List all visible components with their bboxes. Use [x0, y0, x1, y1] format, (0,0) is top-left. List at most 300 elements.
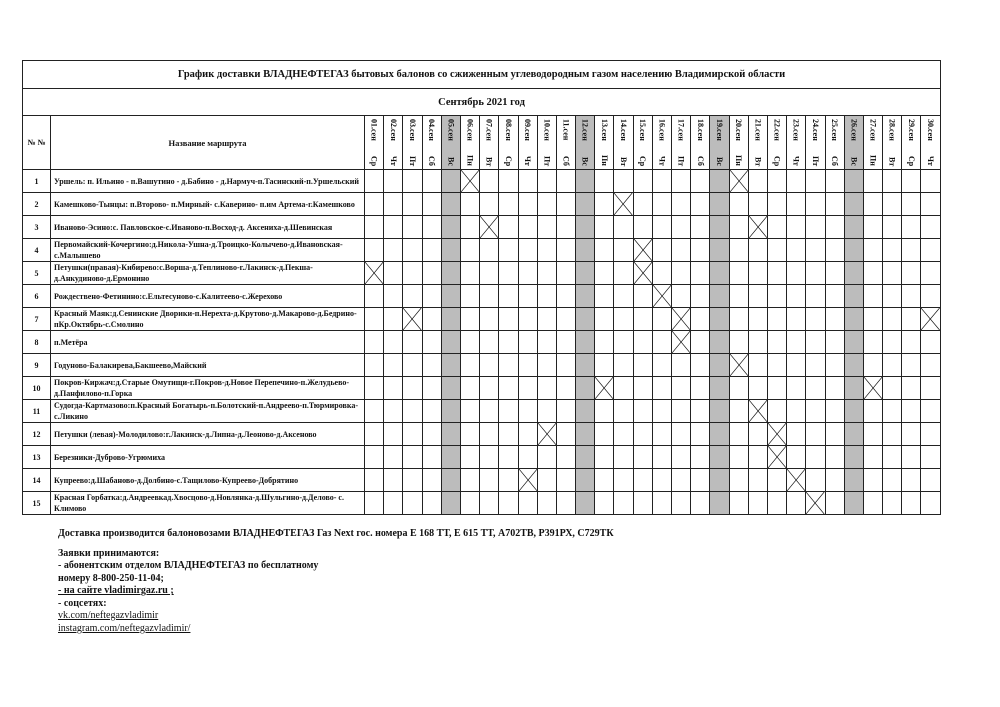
day-header	[576, 116, 595, 170]
schedule-cell	[806, 308, 825, 331]
schedule-cell	[902, 193, 921, 216]
header-number: № №	[23, 116, 51, 170]
schedule-cell	[441, 423, 460, 446]
schedule-cell	[595, 331, 614, 354]
delivery-cross-mark	[730, 170, 748, 192]
schedule-cell	[499, 400, 518, 423]
schedule-cell	[787, 492, 806, 515]
schedule-cell	[576, 423, 595, 446]
delivery-cross-mark	[614, 193, 632, 215]
route-row	[23, 446, 941, 469]
schedule-cell	[921, 216, 941, 239]
schedule-cell	[902, 308, 921, 331]
route-number: 6	[23, 285, 51, 308]
schedule-cell	[691, 400, 710, 423]
schedule-cell	[710, 193, 729, 216]
schedule-cell	[652, 377, 671, 400]
route-row	[23, 354, 941, 377]
schedule-cell	[614, 469, 633, 492]
schedule-cell	[633, 170, 652, 193]
day-header	[384, 116, 403, 170]
schedule-cell	[518, 170, 537, 193]
schedule-cell	[480, 285, 499, 308]
schedule-cell	[691, 262, 710, 285]
route-name: Петушки (левая)-Молодилово:г.Лакинск-д.Липна-д.Леоново-д.Аксеново	[51, 423, 365, 446]
schedule-cell	[441, 285, 460, 308]
schedule-cell	[844, 400, 863, 423]
day-weekday: Сб	[561, 156, 571, 166]
schedule-cell	[883, 400, 902, 423]
schedule-cell	[652, 216, 671, 239]
route-row	[23, 308, 941, 331]
route-number: 12	[23, 423, 51, 446]
schedule-cell	[787, 239, 806, 262]
schedule-cell	[863, 216, 882, 239]
day-date: 26.сен	[849, 119, 859, 141]
schedule-cell	[403, 492, 422, 515]
schedule-cell	[710, 446, 729, 469]
schedule-cell	[499, 216, 518, 239]
schedule-cell	[729, 469, 748, 492]
day-date: 04.сен	[427, 119, 437, 141]
schedule-cell	[556, 239, 575, 262]
route-name: Рождествено-Фетинино:с.Ельтесуново-с.Калитеево-с.Жерехово	[51, 285, 365, 308]
schedule-cell	[384, 216, 403, 239]
day-header	[729, 116, 748, 170]
schedule-cell	[595, 216, 614, 239]
schedule-cell	[729, 239, 748, 262]
schedule-cell	[710, 377, 729, 400]
schedule-cell	[806, 354, 825, 377]
schedule-cell	[556, 400, 575, 423]
schedule-cell	[863, 193, 882, 216]
schedule-cell	[403, 354, 422, 377]
schedule-cell	[499, 446, 518, 469]
schedule-cell	[518, 239, 537, 262]
schedule-cell	[365, 285, 384, 308]
schedule-cell	[518, 469, 537, 492]
schedule-cell	[460, 377, 479, 400]
schedule-cell	[902, 400, 921, 423]
schedule-cell	[595, 423, 614, 446]
schedule-cell	[672, 377, 691, 400]
schedule-cell	[518, 262, 537, 285]
schedule-cell	[902, 262, 921, 285]
schedule-cell	[403, 262, 422, 285]
schedule-title: График доставки ВЛАДНЕФТЕГАЗ бытовых балонов со сжиженным углеводородным газом населению Владимирской области	[23, 61, 941, 89]
route-name: Первомайский-Кочергино:д.Никола-Ушна-д.Троицко-Колычево-д.Ивановская-с.Малышево	[51, 239, 365, 262]
schedule-cell	[883, 331, 902, 354]
schedule-cell	[672, 216, 691, 239]
schedule-cell	[748, 216, 767, 239]
schedule-cell	[499, 193, 518, 216]
schedule-cell	[806, 216, 825, 239]
schedule-cell	[556, 446, 575, 469]
schedule-cell	[825, 262, 844, 285]
schedule-cell	[480, 262, 499, 285]
schedule-cell	[576, 354, 595, 377]
schedule-cell	[844, 170, 863, 193]
day-header	[595, 116, 614, 170]
schedule-cell	[614, 193, 633, 216]
route-number: 9	[23, 354, 51, 377]
day-weekday: Пн	[868, 155, 878, 166]
schedule-cell	[863, 492, 882, 515]
schedule-cell	[499, 239, 518, 262]
day-header	[748, 116, 767, 170]
schedule-cell	[691, 492, 710, 515]
schedule-cell	[921, 308, 941, 331]
schedule-cell	[499, 170, 518, 193]
delivery-cross-mark	[749, 216, 767, 238]
schedule-cell	[633, 469, 652, 492]
day-date: 17.сен	[676, 119, 686, 141]
schedule-cell	[384, 262, 403, 285]
route-row	[23, 377, 941, 400]
schedule-cell	[902, 331, 921, 354]
schedule-cell	[614, 446, 633, 469]
schedule-cell	[806, 285, 825, 308]
delivery-cross-mark	[672, 331, 690, 353]
schedule-cell	[883, 193, 902, 216]
schedule-cell	[806, 446, 825, 469]
schedule-cell	[518, 377, 537, 400]
schedule-cell	[365, 423, 384, 446]
schedule-cell	[767, 308, 786, 331]
schedule-cell	[806, 377, 825, 400]
schedule-cell	[672, 400, 691, 423]
schedule-cell	[595, 308, 614, 331]
schedule-cell	[614, 285, 633, 308]
schedule-cell	[883, 469, 902, 492]
schedule-cell	[556, 262, 575, 285]
day-header	[365, 116, 384, 170]
day-weekday: Чт	[791, 156, 801, 166]
day-header	[614, 116, 633, 170]
day-date: 29.сен	[906, 119, 916, 141]
schedule-cell	[787, 285, 806, 308]
schedule-cell	[863, 308, 882, 331]
schedule-cell	[921, 400, 941, 423]
day-weekday: Сб	[830, 156, 840, 166]
schedule-cell	[499, 331, 518, 354]
schedule-cell	[403, 331, 422, 354]
schedule-cell	[365, 377, 384, 400]
schedule-cell	[595, 354, 614, 377]
day-header	[921, 116, 941, 170]
day-weekday: Сб	[427, 156, 437, 166]
schedule-cell	[691, 331, 710, 354]
route-number: 11	[23, 400, 51, 423]
schedule-cell	[365, 446, 384, 469]
schedule-cell	[460, 285, 479, 308]
delivery-cross-mark	[921, 308, 940, 330]
schedule-cell	[729, 377, 748, 400]
schedule-cell	[556, 193, 575, 216]
delivery-cross-mark	[672, 308, 690, 330]
route-name: Березники-Дуброво-Угрюмиха	[51, 446, 365, 469]
schedule-cell	[672, 262, 691, 285]
day-header	[710, 116, 729, 170]
schedule-cell	[652, 262, 671, 285]
schedule-cell	[403, 170, 422, 193]
schedule-cell	[863, 400, 882, 423]
schedule-cell	[902, 216, 921, 239]
schedule-cell	[883, 354, 902, 377]
schedule-cell	[825, 285, 844, 308]
schedule-cell	[499, 377, 518, 400]
delivery-cross-mark	[538, 423, 556, 445]
schedule-cell	[460, 492, 479, 515]
schedule-cell	[441, 262, 460, 285]
schedule-cell	[748, 170, 767, 193]
delivery-cross-mark	[461, 170, 479, 192]
schedule-cell	[403, 400, 422, 423]
schedule-cell	[499, 423, 518, 446]
instagram-link[interactable]: instagram.com/neftegazvladimir/	[58, 622, 191, 634]
schedule-cell	[422, 469, 441, 492]
schedule-cell	[614, 377, 633, 400]
schedule-cell	[595, 285, 614, 308]
schedule-cell	[384, 492, 403, 515]
schedule-cell	[825, 193, 844, 216]
day-header	[537, 116, 556, 170]
schedule-cell	[480, 423, 499, 446]
schedule-cell	[748, 492, 767, 515]
schedule-cell	[691, 216, 710, 239]
schedule-cell	[422, 377, 441, 400]
route-name: Иваново-Эсино:с. Павловское-с.Иваново-п.Восход-д. Аксениха-д.Шевинская	[51, 216, 365, 239]
schedule-cell	[825, 400, 844, 423]
schedule-cell	[518, 423, 537, 446]
day-header	[518, 116, 537, 170]
schedule-cell	[652, 423, 671, 446]
schedule-cell	[556, 469, 575, 492]
schedule-cell	[499, 308, 518, 331]
day-date: 11.сен	[561, 119, 571, 141]
schedule-cell	[556, 308, 575, 331]
schedule-cell	[787, 308, 806, 331]
schedule-cell	[863, 170, 882, 193]
delivery-cross-mark	[480, 216, 498, 238]
schedule-cell	[883, 423, 902, 446]
schedule-cell	[480, 239, 499, 262]
schedule-cell	[422, 308, 441, 331]
schedule-cell	[883, 216, 902, 239]
schedule-cell	[422, 170, 441, 193]
schedule-cell	[499, 354, 518, 377]
schedule-cell	[691, 377, 710, 400]
schedule-cell	[748, 239, 767, 262]
delivery-cross-mark	[634, 262, 652, 284]
schedule-cell	[614, 331, 633, 354]
schedule-cell	[748, 446, 767, 469]
schedule-cell	[672, 239, 691, 262]
schedule-cell	[633, 377, 652, 400]
schedule-cell	[691, 446, 710, 469]
route-number: 5	[23, 262, 51, 285]
schedule-cell	[710, 170, 729, 193]
schedule-cell	[595, 170, 614, 193]
day-header	[422, 116, 441, 170]
schedule-cell	[672, 170, 691, 193]
schedule-cell	[576, 262, 595, 285]
schedule-cell	[652, 446, 671, 469]
schedule-cell	[825, 469, 844, 492]
schedule-cell	[748, 400, 767, 423]
schedule-cell	[787, 423, 806, 446]
day-date: 30.сен	[926, 119, 936, 141]
schedule-cell	[384, 469, 403, 492]
schedule-cell	[748, 285, 767, 308]
route-number: 15	[23, 492, 51, 515]
schedule-cell	[902, 239, 921, 262]
schedule-cell	[729, 285, 748, 308]
schedule-cell	[729, 423, 748, 446]
route-number: 8	[23, 331, 51, 354]
day-date: 10.сен	[542, 119, 552, 141]
schedule-cell	[921, 492, 941, 515]
route-row	[23, 216, 941, 239]
delivery-cross-mark	[403, 308, 421, 330]
schedule-cell	[595, 262, 614, 285]
schedule-cell	[595, 492, 614, 515]
schedule-cell	[921, 354, 941, 377]
route-number: 13	[23, 446, 51, 469]
schedule-cell	[480, 170, 499, 193]
schedule-cell	[672, 423, 691, 446]
route-name: Красный Маяк:д.Сенинские Дворики-п.Нерехта-д.Крутово-д.Макарово-д.Бедрино-пКр.Октябрь-с.Смолино	[51, 308, 365, 331]
day-header	[902, 116, 921, 170]
schedule-cell	[883, 239, 902, 262]
day-date: 12.сен	[580, 119, 590, 141]
schedule-cell	[652, 308, 671, 331]
day-date: 16.сен	[657, 119, 667, 141]
day-weekday: Ср	[638, 155, 648, 166]
schedule-cell	[710, 423, 729, 446]
route-number: 14	[23, 469, 51, 492]
schedule-cell	[499, 469, 518, 492]
schedule-cell	[902, 423, 921, 446]
schedule-cell	[518, 331, 537, 354]
schedule-cell	[844, 331, 863, 354]
schedule-cell	[691, 193, 710, 216]
schedule-cell	[902, 492, 921, 515]
schedule-cell	[537, 469, 556, 492]
schedule-cell	[614, 400, 633, 423]
schedule-cell	[672, 446, 691, 469]
phone-line: - абонентским отделом ВЛАДНЕФТЕГАЗ по бесплатному	[58, 560, 319, 571]
vk-link[interactable]: vk.com/neftegazvladimir	[58, 610, 159, 621]
schedule-cell	[652, 285, 671, 308]
schedule-cell	[460, 193, 479, 216]
route-row	[23, 285, 941, 308]
schedule-cell	[863, 377, 882, 400]
schedule-cell	[767, 262, 786, 285]
schedule-cell	[633, 492, 652, 515]
day-header	[460, 116, 479, 170]
schedule-cell	[365, 216, 384, 239]
day-weekday: Вт	[753, 156, 763, 166]
schedule-cell	[537, 492, 556, 515]
schedule-cell	[537, 262, 556, 285]
schedule-cell	[384, 377, 403, 400]
schedule-cell	[422, 331, 441, 354]
day-date: 08.сен	[503, 119, 513, 141]
schedule-cell	[537, 354, 556, 377]
schedule-cell	[672, 308, 691, 331]
schedule-cell	[748, 262, 767, 285]
schedule-cell	[844, 469, 863, 492]
day-date: 07.сен	[484, 119, 494, 141]
day-date: 28.сен	[887, 119, 897, 141]
day-weekday: Сб	[695, 156, 705, 166]
schedule-cell	[863, 446, 882, 469]
schedule-cell	[556, 285, 575, 308]
schedule-cell	[365, 492, 384, 515]
schedule-cell	[729, 354, 748, 377]
schedule-cell	[710, 331, 729, 354]
schedule-cell	[576, 193, 595, 216]
route-number: 4	[23, 239, 51, 262]
day-date: 20.сен	[734, 119, 744, 141]
schedule-cell	[921, 331, 941, 354]
schedule-cell	[883, 262, 902, 285]
schedule-cell	[806, 170, 825, 193]
schedule-cell	[365, 239, 384, 262]
day-weekday: Чт	[388, 156, 398, 166]
schedule-cell	[806, 239, 825, 262]
day-weekday: Пн	[465, 155, 475, 166]
schedule-cell	[863, 285, 882, 308]
schedule-cell	[806, 262, 825, 285]
day-weekday: Ср	[503, 155, 513, 166]
schedule-cell	[518, 193, 537, 216]
schedule-cell	[633, 331, 652, 354]
schedule-cell	[883, 285, 902, 308]
schedule-cell	[902, 285, 921, 308]
day-weekday: Ср	[369, 155, 379, 166]
route-row	[23, 331, 941, 354]
delivery-cross-mark	[519, 469, 537, 491]
schedule-cell	[595, 469, 614, 492]
route-row	[23, 170, 941, 193]
day-date: 09.сен	[523, 119, 533, 141]
route-name: Красная Горбатка:д.Андреевкад.Хвосцово-д.Новлянка-д.Шульгино-д.Делово- с. Климово	[51, 492, 365, 515]
accepts-heading: Заявки принимаются:	[58, 547, 160, 559]
schedule-cell	[460, 308, 479, 331]
schedule-cell	[710, 216, 729, 239]
route-number: 3	[23, 216, 51, 239]
schedule-cell	[537, 400, 556, 423]
day-weekday: Ср	[906, 155, 916, 166]
schedule-cell	[787, 469, 806, 492]
day-date: 27.сен	[868, 119, 878, 141]
schedule-cell	[441, 377, 460, 400]
schedule-cell	[441, 170, 460, 193]
schedule-cell	[883, 492, 902, 515]
day-weekday: Пт	[407, 155, 417, 166]
day-weekday: Пн	[599, 155, 609, 166]
schedule-cell	[806, 331, 825, 354]
schedule-cell	[902, 354, 921, 377]
day-date: 18.сен	[695, 119, 705, 141]
schedule-cell	[672, 331, 691, 354]
schedule-cell	[844, 308, 863, 331]
schedule-cell	[825, 492, 844, 515]
website-link[interactable]: - на сайте vladimirgaz.ru ;	[58, 585, 174, 596]
schedule-cell	[633, 400, 652, 423]
